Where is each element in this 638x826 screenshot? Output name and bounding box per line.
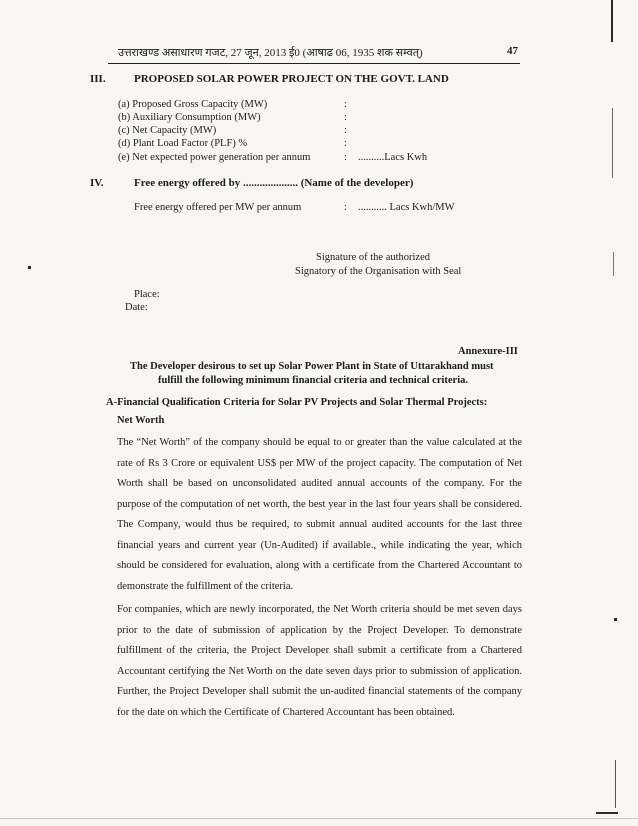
- page-number: 47: [507, 45, 518, 57]
- net-worth-heading: Net Worth: [117, 415, 165, 426]
- free-energy-value: ........... Lacs Kwh/MW: [358, 202, 455, 213]
- section-3-item-label: (a) Proposed Gross Capacity (MW): [118, 99, 268, 110]
- annexure-intro-line-1: The Developer desirous to set up Solar Power Plant in State of Uttarakhand must: [130, 361, 494, 372]
- section-3-item-value: ..........Lacs Kwh: [358, 152, 428, 163]
- scan-edge-mark: [612, 108, 613, 178]
- section-3-item-label: (b) Auxiliary Consumption (MW): [118, 112, 261, 123]
- free-energy-label: Free energy offered per MW per annum: [134, 202, 302, 213]
- annexure-intro-line-2: fulfill the following minimum financial criteria and technical criteria.: [158, 375, 469, 386]
- section-3-item-label: (c) Net Capacity (MW): [118, 125, 217, 136]
- section-4-number: IV.: [90, 177, 104, 189]
- date-label: Date:: [125, 302, 148, 313]
- section-3-title: PROPOSED SOLAR POWER PROJECT ON THE GOVT. LAND: [134, 73, 449, 85]
- scan-bottom-rule: [0, 818, 638, 819]
- scan-edge-mark: [596, 812, 618, 814]
- section-3-item-sep: :: [344, 152, 347, 163]
- section-3-item-sep: :: [344, 99, 347, 110]
- net-worth-paragraph-2: For companies, which are newly incorporated, the Net Worth criteria should be met seven days prior to the date of submission of application by the Project Developer. To demonstrate fulfillment of the criteria, the Project Developer shall submit a certificate from a Chartered Accountant certifying the Net Worth on the date seven days prior to submission of application. Further, the Project Developer shall submit the un-audited financial statements of the company for the date on which the Certificate of Chartered Accountant has been obtained.: [117, 604, 522, 718]
- gazette-header-text: उत्तराखण्ड असाधारण गजट, 27 जून, 2013 ई0 (आषाढ 06, 1935 शक सम्वत्): [118, 47, 423, 59]
- annexure-label: Annexure-III: [458, 346, 518, 357]
- section-3-item-label: (d) Plant Load Factor (PLF) %: [118, 138, 248, 149]
- section-3-item-sep: :: [344, 112, 347, 123]
- section-3-item-label: (e) Net expected power generation per annum: [118, 152, 311, 163]
- signature-line-2: Signatory of the Organisation with Seal: [295, 266, 462, 277]
- header-rule: [108, 63, 520, 64]
- signature-line-1: Signature of the authorized: [316, 252, 431, 263]
- scan-edge-mark: [613, 252, 614, 276]
- place-label: Place:: [134, 289, 160, 300]
- section-4-title: Free energy offered by .................... (Name of the developer): [134, 177, 414, 189]
- scan-edge-mark: [615, 760, 616, 808]
- scan-edge-mark: [614, 618, 617, 621]
- free-energy-sep: :: [344, 202, 347, 213]
- section-3-item-sep: :: [344, 125, 347, 136]
- net-worth-paragraph-1: The “Net Worth” of the company should be equal to or greater than the value calculated at the rate of Rs 3 Crore or equivalent US$ per MW of the project capacity. The computation of Net Worth shall be based on unconsolidated audited annual accounts of the company. For the purpose of the computation of net worth, the best year in the last four years shall be considered. The Company, would thus be required, to submit annual audited accounts for the last three financial years and current year (Un-Audited) if available., while indicating the year, which should be considered for evaluation, along with a certificate from the Chartered Accountant to demonstrate the fulfillment of the criteria.: [117, 437, 522, 592]
- financial-criteria-heading: A-Financial Qualification Criteria for Solar PV Projects and Solar Thermal Projects:: [106, 397, 488, 408]
- scan-edge-mark: [28, 266, 31, 269]
- section-3-item-sep: :: [344, 138, 347, 149]
- gazette-header: [118, 45, 518, 60]
- scan-edge-mark: [611, 0, 613, 42]
- section-3-number: III.: [90, 73, 106, 85]
